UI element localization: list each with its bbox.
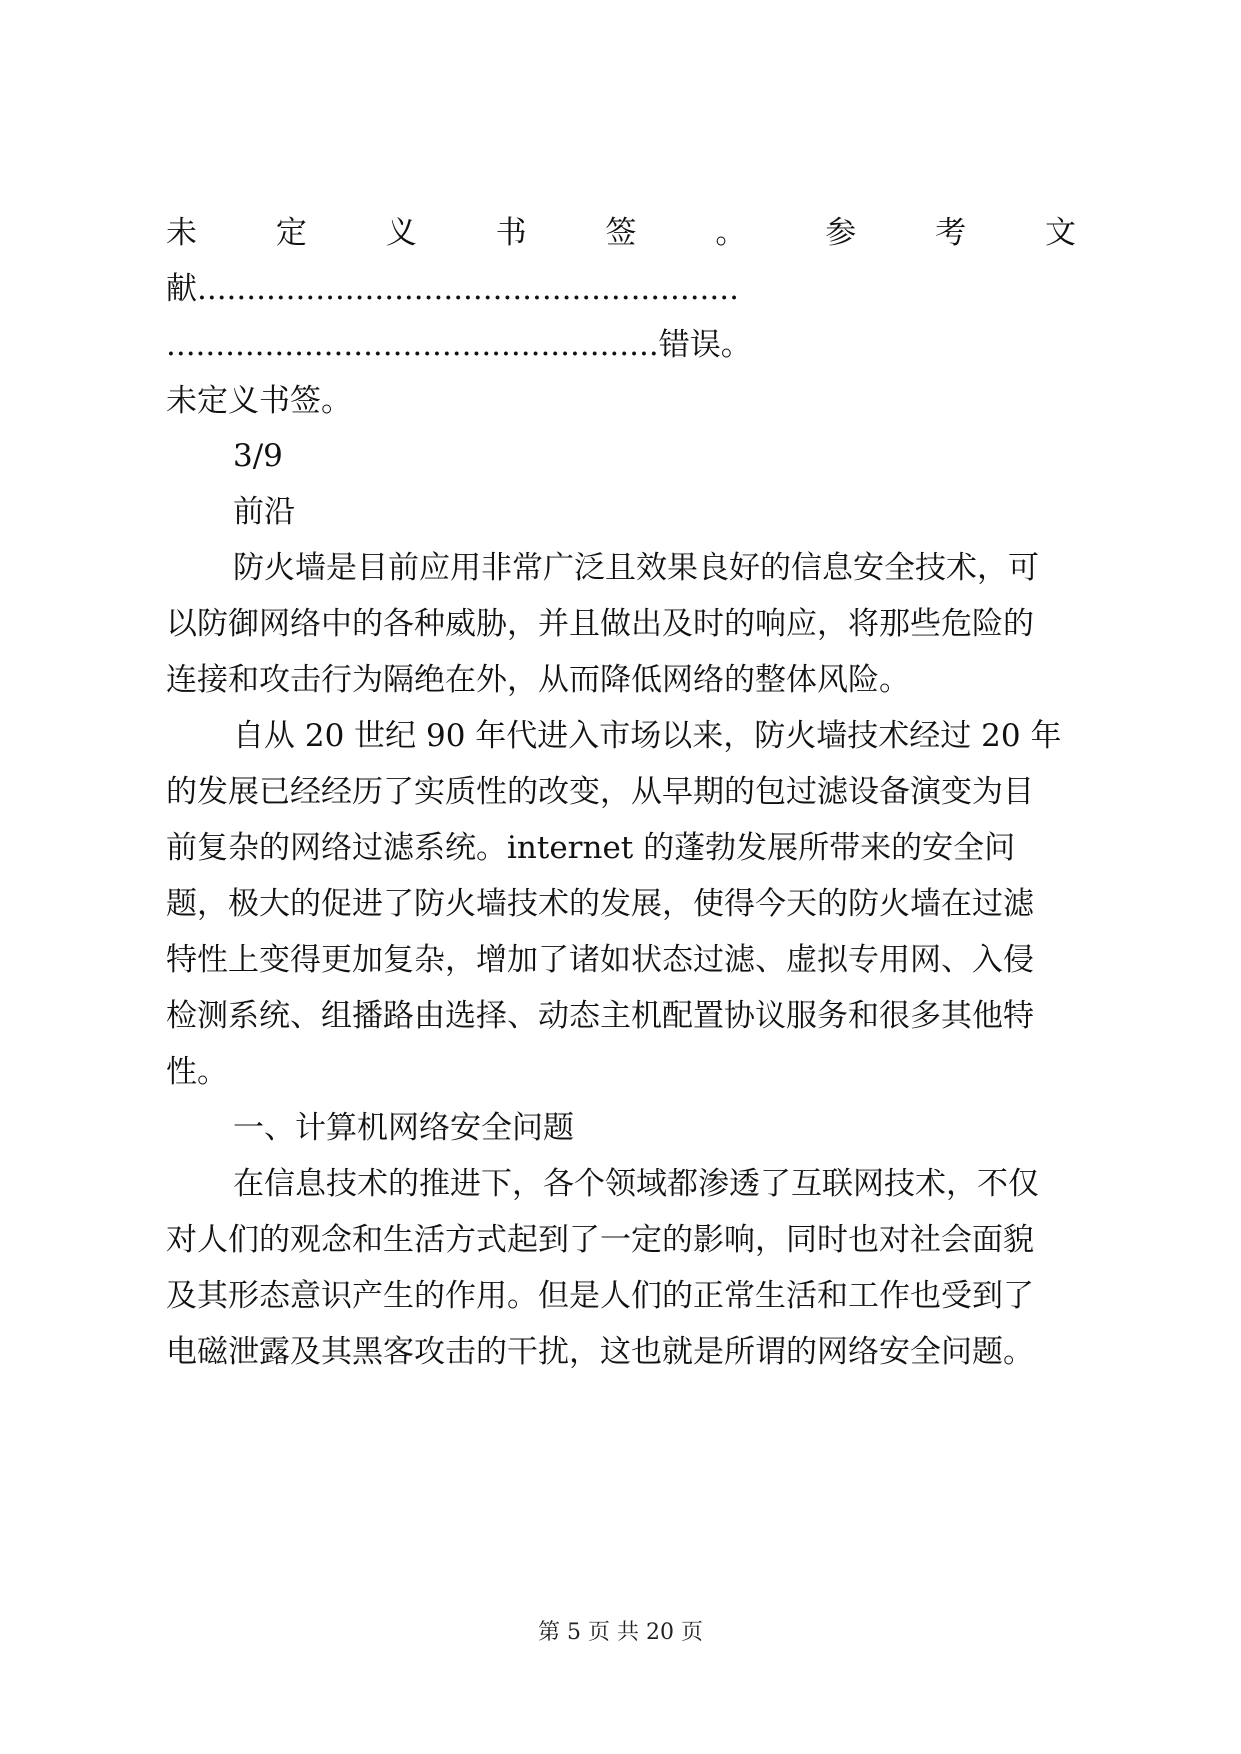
toc-char: 未	[166, 215, 197, 251]
toc-char: 签	[605, 215, 637, 251]
toc-char: 义	[385, 215, 417, 251]
toc-char: 参	[825, 215, 857, 251]
paragraph-2-line: 检测系统、组播路由选择、动态主机配置协议服务和很多其他特	[166, 998, 1034, 1034]
toc-char: 。	[715, 215, 747, 251]
toc-char: 定	[275, 215, 307, 251]
paragraph-3-line: 在信息技术的推进下，各个领域都渗透了互联网技术，不仅	[233, 1166, 1039, 1202]
paragraph-2-line: 性。	[166, 1054, 228, 1090]
paragraph-2-line: 自从 20 世纪 90 年代进入市场以来，防火墙技术经过 20 年	[233, 718, 1062, 754]
paragraph-3-line: 电磁泄露及其黑客攻击的干扰，这也就是所谓的网络安全问题。	[166, 1334, 1034, 1370]
page-footer: 第 5 页 共 20 页	[538, 1620, 703, 1645]
paragraph-2-line: 特性上变得更加复杂，增加了诸如状态过滤、虚拟专用网、入侵	[166, 942, 1034, 978]
section-heading-foreword: 前沿	[233, 494, 295, 530]
toc-line-2: 献.......................................................	[166, 271, 739, 307]
toc-line-1	[166, 213, 1076, 253]
paragraph-2-line: 题，极大的促进了防火墙技术的发展，使得今天的防火墙在过滤	[166, 886, 1034, 922]
paragraph-2-line: 的发展已经经历了实质性的改变，从早期的包过滤设备演变为目	[166, 774, 1034, 810]
section-heading-1: 一、计算机网络安全问题	[233, 1110, 574, 1146]
paragraph-1-line: 以防御网络中的各种威胁，并且做出及时的响应，将那些危险的	[166, 606, 1034, 642]
toc-char: 书	[495, 215, 527, 251]
paragraph-3-line: 对人们的观念和生活方式起到了一定的影响，同时也对社会面貌	[166, 1222, 1034, 1258]
page-marker: 3/9	[233, 438, 283, 474]
paragraph-1-line: 连接和攻击行为隔绝在外，从而降低网络的整体风险。	[166, 662, 910, 698]
toc-line-4: 未定义书签。	[166, 383, 352, 419]
paragraph-2-line: 前复杂的网络过滤系统。internet 的蓬勃发展所带来的安全问	[166, 830, 1016, 866]
paragraph-3-line: 及其形态意识产生的作用。但是人们的正常生活和工作也受到了	[166, 1278, 1034, 1314]
toc-char: 文	[1045, 215, 1076, 251]
toc-line-3: ..................................................错误。	[166, 327, 752, 363]
toc-char: 考	[935, 215, 967, 251]
paragraph-1-line: 防火墙是目前应用非常广泛且效果良好的信息安全技术，可	[233, 550, 1039, 586]
